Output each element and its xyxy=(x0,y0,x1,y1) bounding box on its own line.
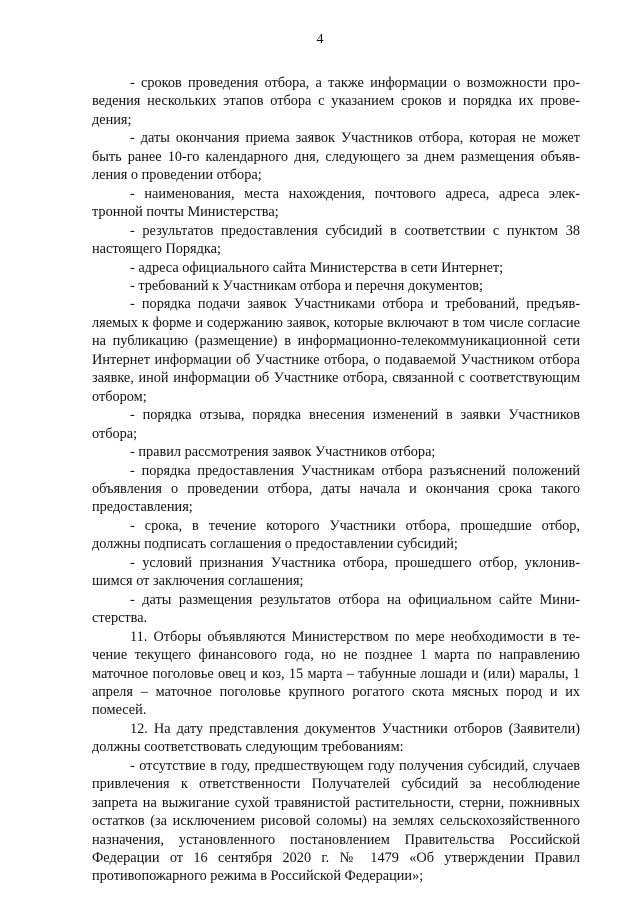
paragraph-withdrawal-procedure: - порядка отзыва, порядка внесения изменений в заявки Участников отбора; xyxy=(92,407,580,442)
paragraph-review-rules: - правил рассмотрения заявок Участников отбора; xyxy=(130,444,436,461)
paragraph-ministry-contacts: - наименования, места нахождения, почтового адреса, адреса электронной почты Министерства; xyxy=(92,185,580,221)
paragraph-fire-safety-requirement: - отсутствие в году, предшествующем году получения субсидий, случаев привлечения к ответственности Получателей субсидий за несоблюдение запрета на выжигание сухой травянистой растительности, стерни, пожнивных остатков (за исключением рисовой соломы) на землях сельскохозяйственного назначения, установленного постановлением Правительства Российской Федерации от 16 сентября 2020 г. № 1479 «Об утверждении Правил противопожарного режима в Российской Федерации»; xyxy=(92,757,580,885)
paragraph-clarifications: - порядка предоставления Участникам отбора разъяснений положений объявления о проведении отбора, даты начала и окончания срока такого предоставления; xyxy=(92,462,580,516)
paragraph-subsidy-results: - результатов предоставления субсидий в соответствии с пунктом 38 настоящего Порядка; xyxy=(92,222,580,258)
paragraph-official-website: - адреса официального сайта Министерства в сети Интернет; xyxy=(130,259,504,276)
paragraph-application-deadline: - даты окончания приема заявок Участников отбора, которая не может быть ранее 10-го календарного дня, следующего за днем размещения объявления о проведении отбора; xyxy=(92,130,580,184)
paragraph-evasion-conditions: - условий признания Участника отбора, прошедшего отбор, уклонившимся от заключения соглашения; xyxy=(92,554,580,590)
paragraph-application-procedure: - порядка подачи заявок Участниками отбора и требований, предъявляемых к форме и содержанию заявок, которые включают в том числе согласие на публикацию (размещение) в информационно-телекоммуникационной сети Интернет информации об Участнике отбора, о подаваемой Участником отбора заявке, иной информации об Участнике отбора, связанной с соответствующим отбором; xyxy=(92,296,580,405)
paragraph-section-11: 11. Отборы объявляются Министерством по мере необходимости в течение текущего финансового года, но не позднее 1 марта по направлению маточное поголовье овец и коз, 15 марта – табунные лошади и (или) маралы, 1 апреля – маточное поголовье крупного рогатого скота мясных пород и их помесей. xyxy=(92,628,580,719)
page-number: 4 xyxy=(316,32,324,47)
paragraph-results-publication: - даты размещения результатов отбора на официальном сайте Министерства. xyxy=(92,591,580,627)
paragraph-timing-of-selection: - сроков проведения отбора, а также информации о возможности проведения нескольких этапов отбора с указанием сроков и порядка их проведения; xyxy=(92,75,580,128)
paragraph-section-12: 12. На дату представления документов Участники отборов (Заявители) должны соответствовать следующим требованиям: xyxy=(92,720,580,756)
paragraph-participant-requirements: - требований к Участникам отбора и перечня документов; xyxy=(130,277,484,294)
paragraph-agreement-deadline: - срока, в течение которого Участники отбора, прошедшие отбор, должны подписать соглашения о предоставлении субсидий; xyxy=(92,517,580,553)
document-body xyxy=(92,74,580,886)
